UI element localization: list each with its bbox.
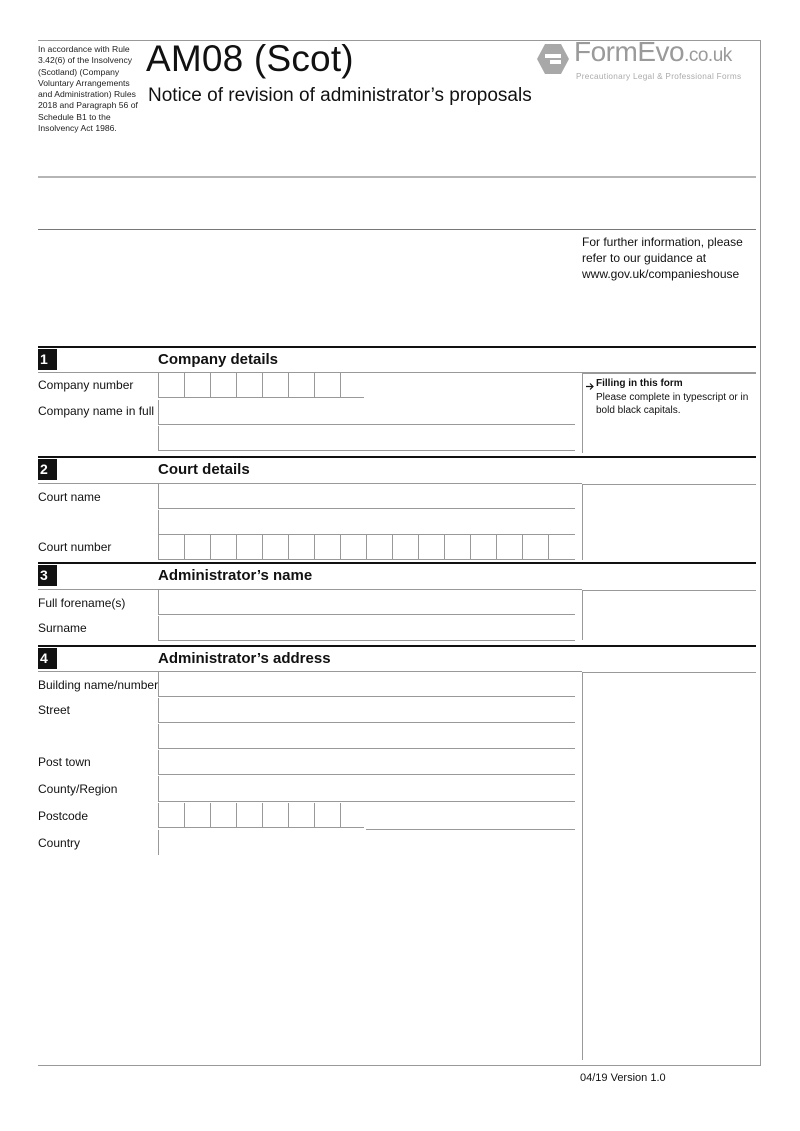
court-number-box[interactable]	[184, 535, 210, 560]
court-number-box[interactable]	[522, 535, 548, 560]
company-number-box[interactable]	[288, 373, 314, 398]
note-title: Filling in this form	[596, 378, 683, 389]
logo-tld-text: .co.uk	[684, 45, 732, 66]
postcode-box[interactable]	[236, 803, 262, 828]
company-number-box[interactable]	[314, 373, 340, 398]
form-title: Notice of revision of administrator’s proposals	[148, 85, 532, 106]
section-4-number: 4	[38, 648, 57, 669]
header-divider-2	[38, 229, 756, 230]
section-1-title: Company details	[158, 351, 279, 368]
country-field[interactable]	[158, 830, 575, 855]
building-label: Building name/number	[38, 678, 159, 692]
section-4-rule	[38, 645, 756, 647]
section-3-side-panel	[582, 590, 756, 640]
section-2-rule	[38, 456, 756, 458]
court-number-box[interactable]	[418, 535, 444, 560]
county-label: County/Region	[38, 782, 118, 796]
form-code: AM08 (Scot)	[146, 38, 354, 79]
arrow-right-icon	[586, 378, 595, 396]
court-number-input[interactable]	[158, 535, 575, 560]
court-number-box[interactable]	[470, 535, 496, 560]
page-right-border	[760, 40, 761, 1066]
court-number-box[interactable]	[236, 535, 262, 560]
logo-wordmark	[574, 36, 732, 68]
company-number-box[interactable]	[262, 373, 288, 398]
forename-label: Full forename(s)	[38, 596, 126, 610]
court-number-box[interactable]	[496, 535, 522, 560]
section-2-title: Court details	[158, 461, 250, 478]
court-number-box[interactable]	[210, 535, 236, 560]
company-name-field-1[interactable]	[158, 400, 575, 425]
court-number-box[interactable]	[392, 535, 418, 560]
forename-field[interactable]	[158, 590, 575, 615]
section-4-side-panel	[582, 672, 756, 1060]
company-name-field-2[interactable]	[158, 426, 575, 451]
postcode-box[interactable]	[184, 803, 210, 828]
building-field[interactable]	[158, 672, 575, 697]
postcode-box[interactable]	[210, 803, 236, 828]
company-number-box[interactable]	[184, 373, 210, 398]
surname-label: Surname	[38, 621, 87, 635]
logo-main-text: FormEvo	[574, 36, 685, 67]
county-field[interactable]	[158, 776, 575, 802]
postcode-box[interactable]	[340, 803, 364, 828]
post-town-field[interactable]	[158, 750, 575, 775]
note-text: Please complete in typescript or in bold black capitals.	[596, 392, 749, 416]
section-4-title: Administrator’s address	[158, 650, 331, 667]
section-3-rule	[38, 562, 756, 564]
company-number-box[interactable]	[158, 373, 184, 398]
postcode-box[interactable]	[288, 803, 314, 828]
court-number-box[interactable]	[366, 535, 392, 560]
court-number-box[interactable]	[340, 535, 366, 560]
form-version: 04/19 Version 1.0	[580, 1072, 666, 1084]
court-number-box[interactable]	[158, 535, 184, 560]
company-number-label: Company number	[38, 378, 134, 392]
section-3-title: Administrator’s name	[158, 567, 313, 584]
court-number-box[interactable]	[444, 535, 470, 560]
company-number-box[interactable]	[236, 373, 262, 398]
street-label: Street	[38, 703, 71, 717]
court-number-box[interactable]	[262, 535, 288, 560]
company-number-box[interactable]	[340, 373, 364, 398]
surname-field[interactable]	[158, 616, 575, 641]
court-name-field-2[interactable]	[158, 510, 575, 535]
section-3-number: 3	[38, 565, 57, 586]
court-number-box[interactable]	[314, 535, 340, 560]
section-1-rule	[38, 346, 756, 348]
court-name-label: Court name	[38, 490, 101, 504]
legal-reference: In accordance with Rule 3.42(6) of the Insolvency (Scotland) (Company Voluntary Arrangements and Administration) Rules 2018 and Paragraph 56 of Schedule B1 to the Insolvency Act 1986.	[38, 44, 138, 134]
page-bottom-border	[38, 1065, 760, 1066]
country-label: Country	[38, 836, 81, 850]
formevo-logo	[536, 36, 758, 82]
further-information: For further information, please refer to our guidance at www.gov.uk/companieshouse	[582, 235, 743, 281]
section-2-side-panel	[582, 484, 756, 560]
filling-in-note	[582, 373, 756, 453]
court-number-box[interactable]	[548, 535, 575, 560]
street-field-1[interactable]	[158, 698, 575, 723]
company-number-input[interactable]	[158, 373, 364, 398]
company-number-box[interactable]	[210, 373, 236, 398]
logo-tagline: Precautionary Legal & Professional Forms	[576, 72, 742, 81]
court-name-field-1[interactable]	[158, 484, 575, 509]
postcode-box[interactable]	[158, 803, 184, 828]
section-2-number: 2	[38, 459, 57, 480]
postcode-label: Postcode	[38, 809, 89, 823]
section-1-number: 1	[38, 349, 57, 370]
formevo-logo-icon	[536, 42, 570, 76]
court-number-box[interactable]	[288, 535, 314, 560]
post-town-label: Post town	[38, 755, 91, 769]
street-field-2[interactable]	[158, 724, 575, 749]
company-name-label: Company name in full	[38, 404, 155, 418]
postcode-input[interactable]	[158, 803, 364, 828]
postcode-box[interactable]	[314, 803, 340, 828]
postcode-box[interactable]	[262, 803, 288, 828]
header-divider-1	[38, 176, 756, 178]
court-number-label: Court number	[38, 540, 112, 554]
